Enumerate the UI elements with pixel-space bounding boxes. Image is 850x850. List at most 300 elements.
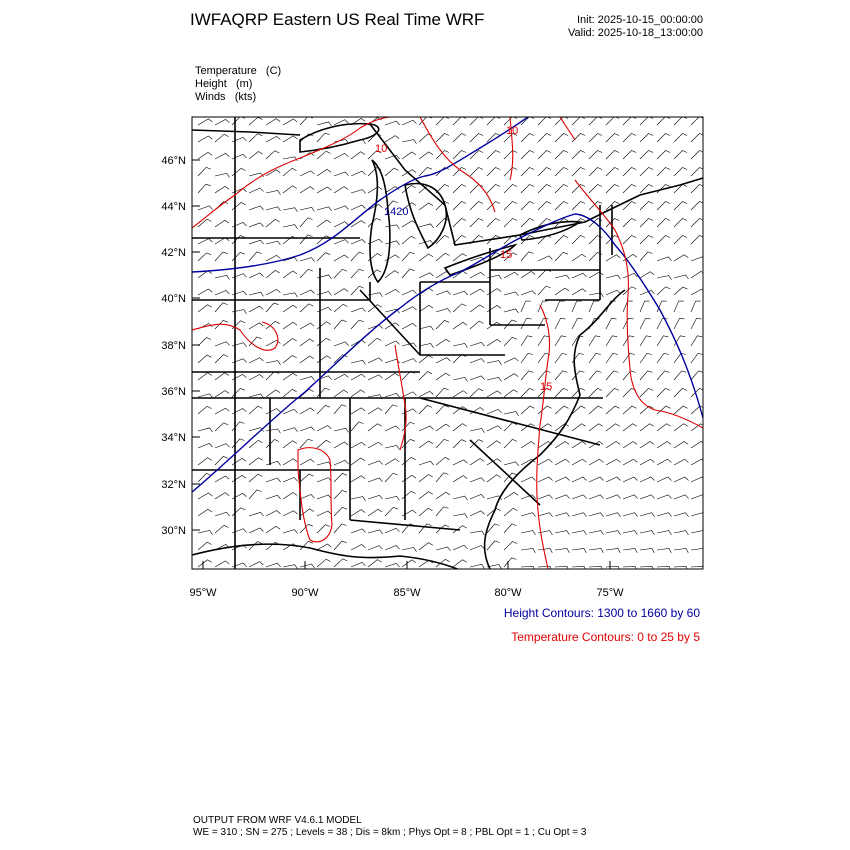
- wind-barb: [657, 287, 670, 295]
- wind-barb: [368, 560, 382, 567]
- wind-barb: [198, 443, 213, 448]
- wind-barb: [691, 168, 704, 177]
- wind-barb: [640, 353, 652, 363]
- wind-barb: [215, 220, 229, 227]
- wind-barb: [572, 202, 585, 211]
- wind-barb: [623, 495, 638, 499]
- wind-barb: [283, 356, 297, 364]
- wind-barb: [623, 236, 636, 245]
- wind-barb: [453, 391, 467, 397]
- latitude-axis: [161, 155, 200, 537]
- wind-barb: [300, 439, 313, 448]
- wind-barb: [283, 565, 298, 569]
- wind-barb: [453, 560, 467, 567]
- temperature-contour-label: 15: [500, 249, 513, 261]
- wind-barb: [317, 478, 332, 482]
- wind-barb: [555, 236, 568, 245]
- wind-barb: [453, 219, 466, 228]
- wind-barb: [674, 477, 689, 482]
- temperature-contour-label: 10: [375, 143, 388, 155]
- wind-barb: [674, 531, 689, 535]
- wind-barb: [640, 495, 655, 499]
- wind-barb: [606, 513, 621, 517]
- wind-barb: [555, 442, 569, 449]
- wind-barb: [266, 219, 280, 227]
- wind-barb: [521, 219, 534, 228]
- wind-barb: [334, 153, 348, 159]
- wind-barb: [419, 203, 433, 210]
- wind-barb: [555, 117, 568, 126]
- wind-barb: [334, 541, 347, 550]
- wind-barb: [300, 408, 314, 414]
- wind-barb: [555, 134, 568, 143]
- wind-barb: [436, 117, 449, 126]
- wind-barb: [300, 356, 314, 363]
- wind-barb: [215, 476, 229, 482]
- wind-barb: [266, 440, 279, 449]
- wind-barb: [300, 258, 315, 262]
- wind-barb: [436, 457, 450, 465]
- wind-barb: [538, 168, 551, 177]
- wind-barb: [419, 152, 433, 159]
- wind-barb: [351, 458, 365, 465]
- wind-barb: [470, 376, 485, 380]
- wind-barb: [538, 134, 551, 143]
- wind-barb: [215, 342, 230, 346]
- wind-barb: [521, 291, 536, 295]
- wind-barb: [674, 219, 687, 228]
- wind-barb: [283, 271, 297, 278]
- wind-barb: [334, 206, 349, 210]
- wind-barb: [334, 320, 347, 329]
- wind-barb: [470, 219, 483, 228]
- wind-barb: [402, 152, 416, 159]
- wind-barb: [674, 117, 687, 126]
- wind-barb: [385, 225, 399, 229]
- wind-barb: [521, 548, 535, 552]
- wind-barb: [572, 289, 586, 295]
- wind-barb: [283, 225, 298, 229]
- wind-barb: [538, 548, 552, 552]
- wind-barb: [334, 524, 347, 533]
- wind-barb: [606, 406, 619, 414]
- wind-barb: [521, 151, 534, 160]
- wind-barb: [555, 151, 568, 160]
- wind-barb: [351, 190, 366, 194]
- wind-barb: [606, 255, 620, 261]
- wind-barb: [470, 151, 483, 160]
- wind-barb: [436, 134, 449, 143]
- wind-barb: [606, 168, 619, 177]
- wind-barb: [606, 442, 620, 449]
- wind-barb: [334, 187, 348, 193]
- wind-barb: [657, 336, 668, 346]
- wind-barb: [589, 168, 602, 177]
- wind-barb: [266, 241, 281, 245]
- wind-barb: [198, 119, 212, 125]
- wind-barb: [436, 507, 449, 516]
- wind-barb: [521, 371, 533, 380]
- wind-barb: [470, 564, 485, 568]
- wind-barb: [521, 513, 536, 517]
- longitude-label: 80°W: [494, 587, 522, 599]
- wind-barb: [470, 459, 484, 466]
- wind-barb: [232, 188, 247, 193]
- wind-barb: [419, 356, 433, 364]
- wind-barb: [453, 424, 467, 431]
- wind-barb: [385, 473, 398, 482]
- wind-barb: [487, 409, 502, 414]
- field-temperature: Temperature (C): [195, 65, 282, 77]
- wind-barb: [436, 424, 450, 431]
- wind-barb: [691, 151, 704, 160]
- wind-barb: [555, 495, 570, 499]
- wind-barb: [300, 134, 313, 142]
- wind-barb: [300, 187, 314, 193]
- wind-barb: [419, 372, 432, 380]
- wind-barb: [215, 444, 230, 448]
- wind-barb: [640, 424, 654, 431]
- wind-barbs: [198, 116, 706, 571]
- wind-barb: [504, 524, 517, 533]
- wind-barb: [470, 117, 483, 126]
- wind-barb: [606, 531, 621, 535]
- wind-barb: [402, 323, 416, 329]
- wind-barb: [249, 306, 263, 312]
- wind-barb: [402, 560, 416, 567]
- wind-barb: [249, 152, 263, 160]
- wind-barb: [691, 219, 704, 228]
- wind-barb: [691, 134, 704, 143]
- wind-barb: [606, 117, 619, 126]
- wind-barb: [470, 202, 483, 211]
- wind-barb: [249, 358, 263, 363]
- wind-barb: [657, 134, 670, 143]
- wind-barb: [572, 495, 587, 499]
- wind-barb: [215, 512, 230, 516]
- wind-barb: [470, 511, 485, 516]
- wind-barb: [572, 442, 586, 449]
- wind-barb: [691, 371, 703, 380]
- wind-barb: [351, 497, 366, 501]
- wind-barb: [368, 187, 382, 193]
- wind-barb: [300, 564, 315, 568]
- wind-barb: [334, 172, 349, 176]
- wind-barb: [368, 530, 383, 534]
- wind-barb: [470, 342, 485, 346]
- wind-barb: [487, 426, 502, 431]
- wind-barb: [266, 429, 280, 433]
- wind-barb: [453, 322, 467, 329]
- wind-barb: [419, 391, 433, 397]
- wind-barb: [300, 377, 315, 381]
- wind-barb: [606, 151, 619, 160]
- wind-barb: [300, 495, 315, 500]
- latitude-label: 36°N: [161, 386, 186, 398]
- wind-barb: [419, 543, 433, 550]
- wind-barb: [623, 371, 635, 380]
- wind-barb: [453, 545, 468, 550]
- wind-barb: [623, 459, 637, 465]
- wind-barb: [674, 151, 687, 160]
- wind-barb: [249, 292, 264, 296]
- wind-barb: [215, 391, 229, 397]
- model-footer: [193, 815, 586, 839]
- wind-barb: [317, 356, 331, 363]
- wind-barb: [249, 252, 262, 261]
- height-contour-label: 1420: [384, 206, 409, 218]
- wind-barb: [419, 116, 432, 125]
- wind-barb: [640, 117, 653, 126]
- wind-barb: [385, 459, 399, 465]
- wind-barb: [606, 477, 621, 482]
- wind-barb: [436, 388, 449, 397]
- wind-barb: [368, 495, 383, 499]
- wind-barb: [419, 475, 433, 483]
- wind-barb: [215, 252, 228, 261]
- wind-barb: [436, 219, 449, 228]
- wind-barb: [249, 474, 263, 482]
- wind-barb: [521, 477, 536, 482]
- wind-barb: [470, 478, 485, 482]
- wind-barb: [453, 185, 466, 194]
- wind-barb: [521, 531, 536, 535]
- wind-barb: [232, 493, 246, 499]
- wind-barb: [572, 371, 584, 380]
- wind-barb: [555, 275, 570, 279]
- wind-barb: [368, 546, 383, 550]
- wind-barb: [215, 373, 229, 380]
- wind-barb: [657, 495, 672, 499]
- wind-barb: [521, 134, 534, 143]
- wind-barb: [249, 562, 263, 567]
- longitude-label: 95°W: [189, 587, 217, 599]
- wind-barb: [572, 168, 585, 177]
- wind-barb: [436, 309, 451, 313]
- wind-barb: [402, 120, 417, 125]
- wind-barb: [504, 374, 518, 380]
- wind-barb: [215, 525, 229, 533]
- wind-barb: [198, 167, 211, 176]
- wind-barb: [504, 185, 517, 194]
- wind-barb: [266, 119, 280, 125]
- wind-barb: [232, 409, 246, 415]
- wind-barb: [657, 388, 670, 397]
- wind-barb: [691, 388, 704, 397]
- wind-barb: [249, 240, 264, 244]
- wind-barb: [606, 185, 619, 194]
- wind-barb: [606, 424, 620, 431]
- wind-barb: [470, 546, 485, 551]
- wind-barb: [657, 219, 670, 228]
- wind-barb: [521, 301, 531, 312]
- wind-barb: [470, 168, 483, 177]
- wind-barb: [538, 477, 553, 482]
- wind-barb: [521, 185, 534, 194]
- latitude-label: 40°N: [161, 293, 186, 305]
- wind-barb: [657, 353, 669, 363]
- wind-barb: [232, 321, 245, 329]
- wind-barb: [691, 236, 704, 245]
- wind-barb: [300, 269, 313, 278]
- wind-barb: [198, 406, 212, 414]
- wind-barb: [623, 513, 638, 517]
- wind-barb: [283, 305, 297, 312]
- wind-barb: [640, 252, 653, 261]
- wind-barb: [419, 254, 433, 261]
- wind-barb: [215, 153, 229, 159]
- wind-barb: [351, 545, 365, 551]
- longitude-label: 85°W: [393, 587, 421, 599]
- wind-barb: [402, 548, 417, 552]
- wind-barb: [589, 336, 600, 346]
- wind-barb: [640, 388, 653, 397]
- latitude-label: 30°N: [161, 525, 186, 537]
- wind-barb: [249, 337, 262, 346]
- wind-barb: [555, 477, 570, 482]
- wind-barb: [249, 490, 262, 499]
- wind-barb: [470, 389, 483, 397]
- map-title: IWFAQRP Eastern US Real Time WRF: [190, 10, 485, 29]
- latitude-label: 44°N: [161, 201, 186, 213]
- wind-barb: [521, 271, 535, 278]
- wind-barb: [538, 185, 551, 194]
- wind-barb: [368, 375, 383, 380]
- lake-superior: [300, 124, 379, 152]
- wind-barb: [487, 305, 501, 312]
- wind-barb: [572, 151, 585, 160]
- wind-barb: [266, 409, 280, 414]
- wind-barb: [419, 524, 432, 533]
- wind-barb: [300, 339, 314, 346]
- field-height: Height (m): [195, 78, 253, 90]
- wind-barb: [385, 496, 400, 500]
- wind-barb: [555, 531, 570, 535]
- wind-barb: [572, 236, 585, 245]
- wind-barb: [623, 151, 636, 160]
- wind-barb: [198, 458, 212, 465]
- latitude-label: 46°N: [161, 155, 186, 167]
- wind-barb: [470, 289, 484, 295]
- wind-barb: [368, 358, 383, 363]
- wind-barb: [470, 185, 483, 194]
- wind-barb: [453, 304, 466, 312]
- wind-barb: [572, 301, 582, 312]
- wind-barb: [487, 377, 502, 381]
- wind-barb: [436, 253, 450, 261]
- wind-barb: [487, 275, 502, 279]
- wind-barb: [283, 409, 298, 414]
- wind-barb: [470, 321, 484, 329]
- wind-barb: [385, 155, 400, 159]
- wind-barb: [606, 290, 621, 295]
- wind-barb: [504, 358, 519, 363]
- wind-barb: [232, 458, 246, 465]
- wind-barb: [198, 289, 212, 295]
- wind-barb: [317, 426, 331, 432]
- wind-barb: [691, 185, 704, 194]
- wind-barb: [436, 492, 450, 499]
- wind-barb: [317, 122, 332, 126]
- wind-barb: [487, 541, 500, 550]
- wind-barb: [232, 291, 247, 295]
- wind-barb: [266, 136, 280, 142]
- wind-barb: [436, 358, 450, 363]
- wind-barb: [453, 496, 468, 500]
- wind-barb: [555, 353, 567, 363]
- wind-barb: [334, 490, 347, 499]
- wind-barb: [368, 478, 383, 482]
- wind-barb: [232, 274, 247, 278]
- wind-barb: [453, 202, 466, 211]
- wind-barb: [402, 236, 416, 244]
- wind-barb: [521, 168, 534, 177]
- wind-barb: [623, 442, 637, 449]
- wind-barb: [589, 531, 604, 535]
- wind-barb: [300, 304, 313, 312]
- wind-barb: [504, 151, 517, 160]
- wind-barb: [385, 168, 399, 176]
- wind-barb: [623, 134, 636, 143]
- wind-barb: [385, 393, 400, 397]
- wind-barb: [572, 318, 583, 329]
- wind-barb: [368, 424, 382, 431]
- wind-barb: [249, 223, 264, 227]
- wind-barb: [521, 252, 534, 261]
- wind-barb: [385, 563, 400, 567]
- wind-barb: [504, 423, 517, 431]
- wind-barb: [470, 531, 484, 535]
- wind-barb: [317, 462, 332, 466]
- wind-barb: [436, 339, 450, 346]
- wind-barb: [317, 440, 331, 448]
- wind-barb: [385, 373, 399, 380]
- wind-barb: [402, 392, 417, 397]
- wind-barb: [402, 359, 417, 363]
- wind-barb: [351, 422, 364, 431]
- wind-barb: [487, 475, 501, 482]
- wind-barb: [368, 442, 382, 448]
- wind-barb: [674, 406, 687, 414]
- wind-barb: [674, 371, 686, 380]
- wind-barb: [589, 371, 601, 380]
- wind-barb: [283, 136, 297, 142]
- wind-barb: [589, 185, 602, 194]
- wind-barb: [640, 301, 650, 312]
- wind-barb: [351, 320, 364, 329]
- wind-barb: [538, 202, 551, 211]
- wind-barb: [283, 373, 297, 380]
- wind-barb: [453, 377, 468, 381]
- wind-barb: [640, 151, 653, 160]
- wind-barb: [555, 336, 566, 346]
- wind-barb: [402, 491, 416, 499]
- wind-barb: [198, 493, 212, 499]
- wind-barb: [504, 492, 518, 499]
- wind-barb: [385, 241, 400, 245]
- wind-barb: [283, 428, 298, 432]
- wind-barb: [351, 529, 366, 533]
- latitude-label: 32°N: [161, 479, 186, 491]
- wind-barb: [691, 117, 704, 126]
- wind-barb: [521, 202, 534, 211]
- wind-barb: [266, 255, 280, 261]
- wind-barb: [334, 255, 348, 261]
- wind-barb: [640, 336, 651, 346]
- wind-barb: [402, 510, 416, 516]
- temperature-contour-label: 15: [540, 381, 553, 393]
- wind-barb: [351, 562, 366, 567]
